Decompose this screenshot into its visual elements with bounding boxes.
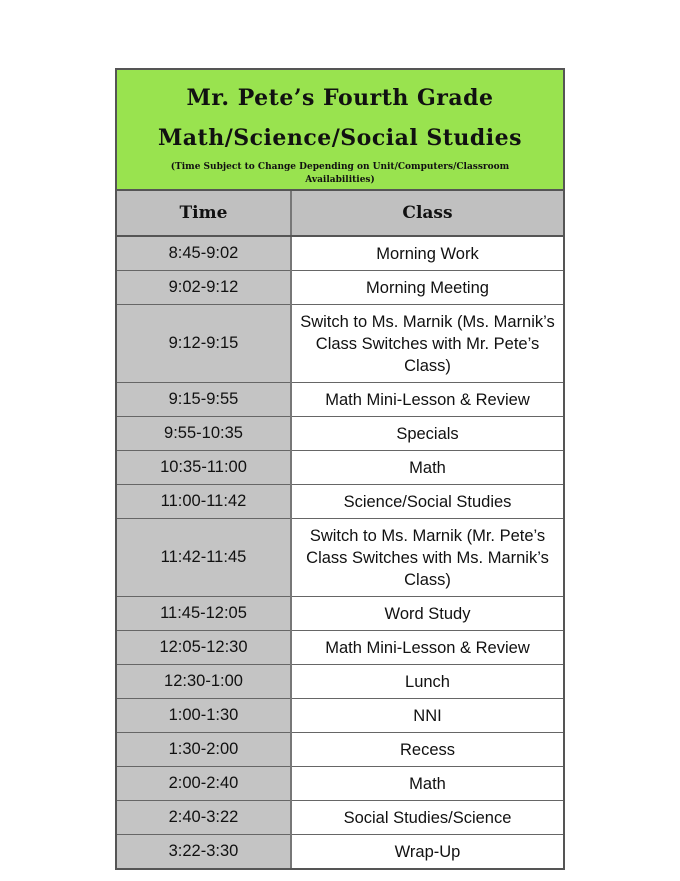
schedule-note: (Time Subject to Change Depending on Unit/Computers/Classroom Availabilities) [170,162,510,185]
class-cell: Math Mini-Lesson & Review [291,631,563,665]
table-row [117,733,563,767]
time-cell: 8:45-9:02 [117,236,291,271]
schedule-rows [117,236,563,868]
table-row [117,383,563,417]
table-row [117,451,563,485]
table-row [117,236,563,271]
table-row [117,485,563,519]
time-cell: 11:00-11:42 [117,485,291,519]
time-cell: 9:55-10:35 [117,417,291,451]
time-cell: 1:00-1:30 [117,699,291,733]
class-cell: Lunch [291,665,563,699]
schedule-document [115,68,565,870]
class-cell: Morning Meeting [291,271,563,305]
time-cell: 11:42-11:45 [117,519,291,597]
column-header-class: Class [291,191,563,236]
table-row [117,665,563,699]
class-cell: Math [291,451,563,485]
class-cell: NNI [291,699,563,733]
time-cell: 9:02-9:12 [117,271,291,305]
time-cell: 9:12-9:15 [117,305,291,383]
table-row [117,417,563,451]
class-cell: Specials [291,417,563,451]
class-cell: Science/Social Studies [291,485,563,519]
table-row [117,271,563,305]
schedule-title-line-2: Math/Science/Social Studies [157,125,523,151]
class-cell: Recess [291,733,563,767]
time-cell: 12:30-1:00 [117,665,291,699]
table-row [117,631,563,665]
time-cell: 2:00-2:40 [117,767,291,801]
time-cell: 9:15-9:55 [117,383,291,417]
time-cell: 1:30-2:00 [117,733,291,767]
table-row [117,699,563,733]
table-row [117,519,563,597]
table-row [117,801,563,835]
class-cell: Social Studies/Science [291,801,563,835]
schedule-table [117,191,563,868]
table-row [117,597,563,631]
time-cell: 10:35-11:00 [117,451,291,485]
table-header-row [117,191,563,236]
table-row [117,835,563,869]
time-cell: 11:45-12:05 [117,597,291,631]
class-cell: Morning Work [291,236,563,271]
class-cell: Math Mini-Lesson & Review [291,383,563,417]
time-cell: 12:05-12:30 [117,631,291,665]
schedule-header [117,70,563,191]
class-cell: Word Study [291,597,563,631]
table-row [117,305,563,383]
class-cell: Wrap-Up [291,835,563,869]
class-cell: Switch to Ms. Marnik (Mr. Pete’s Class Switches with Ms. Marnik’s Class) [291,519,563,597]
time-cell: 3:22-3:30 [117,835,291,869]
column-header-time: Time [117,191,291,236]
class-cell: Math [291,767,563,801]
table-row [117,767,563,801]
class-cell: Switch to Ms. Marnik (Ms. Marnik’s Class Switches with Mr. Pete’s Class) [291,305,563,383]
schedule-title-line-1: Mr. Pete’s Fourth Grade [186,85,494,111]
time-cell: 2:40-3:22 [117,801,291,835]
